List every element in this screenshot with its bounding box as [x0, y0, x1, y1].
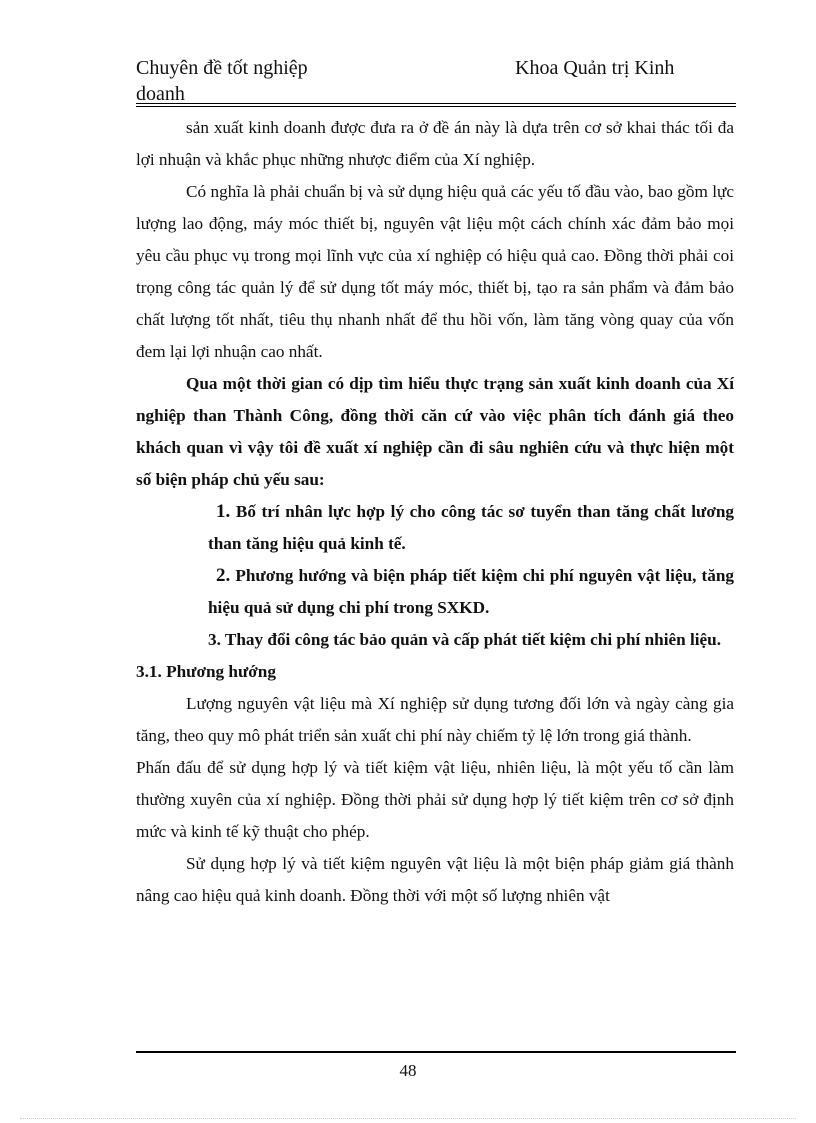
- header-title-cont: doanh: [136, 83, 185, 105]
- header-divider: [136, 103, 736, 107]
- page-number: 48: [399, 1061, 417, 1080]
- section-heading: 3.1. Phương hướng: [136, 662, 276, 681]
- measure-item: [208, 496, 734, 560]
- paragraph: Phấn đấu để sử dụng hợp lý và tiết kiệm vật liệu, nhiên liệu, là một yếu tố cần làm thường xuyên của xí nghiệp. Đồng thời phải sử dụng hợp lý tiết kiệm trên cơ sở định mức và kinh tế kỹ thuật cho phép.: [136, 758, 734, 841]
- page-edge: [20, 1118, 796, 1119]
- header-faculty: Khoa Quản trị Kinh: [515, 57, 675, 79]
- paragraph: Sử dụng hợp lý và tiết kiệm nguyên vật liệu là một biện pháp giảm giá thành nâng cao hiệu quả kinh doanh. Đồng thời với một số lượng nhiên vật: [136, 854, 734, 905]
- measure-item: [208, 560, 734, 624]
- measure-number: 3.: [208, 630, 221, 649]
- paragraph-bold: Qua một thời gian có dịp tìm hiểu thực trạng sản xuất kinh doanh của Xí nghiệp than Thành Công, đồng thời căn cứ vào việc phân tích đánh giá theo khách quan vì vậy tôi đề xuất xí nghiệp cần đi sâu nghiên cứu và thực hiện một số biện pháp chủ yếu sau:: [136, 374, 734, 489]
- header-title: Chuyên đề tốt nghiệp: [136, 57, 308, 79]
- paragraph: Có nghĩa là phải chuẩn bị và sử dụng hiệu quả các yếu tố đầu vào, bao gồm lực lượng lao động, máy móc thiết bị, nguyên vật liệu một cách chính xác đảm bảo mọi yêu cầu phục vụ trong mọi lĩnh vực của xí nghiệp có hiệu quả cao. Đồng thời phải coi trọng công tác quản lý để sử dụng tốt máy móc, thiết bị, tạo ra sản phẩm và đảm bảo chất lượng tốt nhất, tiêu thụ nhanh nhất để thu hồi vốn, làm tăng vòng quay của vốn đem lại lợi nhuận cao nhất.: [136, 182, 734, 361]
- paragraph: sản xuất kinh doanh được đưa ra ở đề án này là dựa trên cơ sở khai thác tối đa lợi nhuận và khắc phục những nhược điểm của Xí nghiệp.: [136, 118, 734, 169]
- measure-text: Thay đổi công tác bảo quản và cấp phát tiết kiệm chi phí nhiên liệu.: [224, 630, 722, 649]
- page-body: [136, 112, 734, 912]
- paragraph: Lượng nguyên vật liệu mà Xí nghiệp sử dụng tương đối lớn và ngày càng gia tăng, theo quy mô phát triển sản xuất chi phí này chiếm tỷ lệ lớn trong giá thành.: [136, 694, 734, 745]
- measure-number: 2.: [216, 565, 231, 586]
- header-left: [136, 55, 396, 107]
- measure-text: Phương hướng và biện pháp tiết kiệm chi phí nguyên vật liệu, tăng hiệu quả sử dụng chi phí trong SXKD.: [208, 566, 735, 617]
- footer-divider: [136, 1051, 736, 1053]
- measure-item: [136, 624, 734, 656]
- measure-number: 1.: [216, 501, 231, 522]
- measure-text: Bố trí nhân lực hợp lý cho công tác sơ tuyển than tăng chất lương than tăng hiệu quả kinh tế.: [208, 502, 735, 553]
